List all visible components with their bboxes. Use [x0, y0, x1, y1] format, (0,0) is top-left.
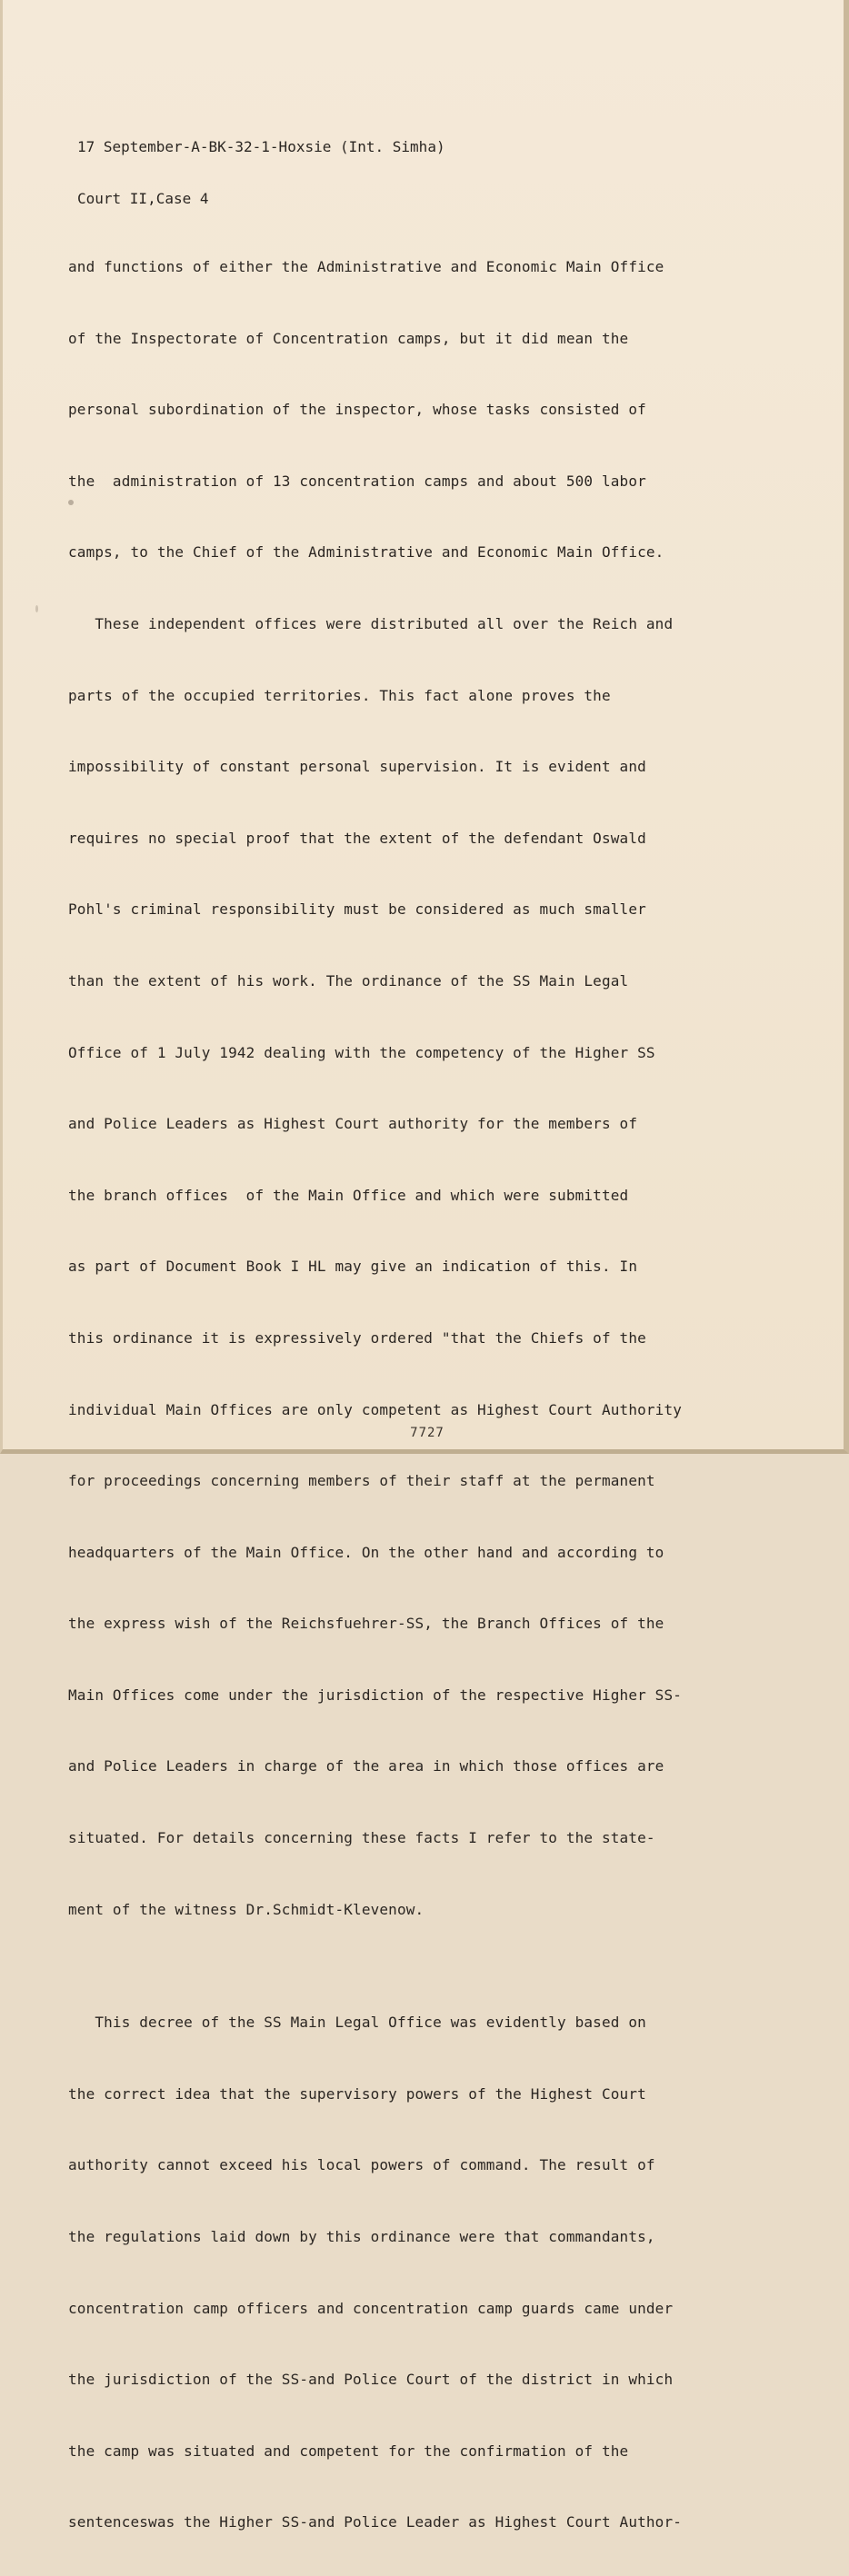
text-line: parts of the occupied territories. This fact alone proves the — [68, 686, 611, 704]
paragraph-start-line: These independent offices were distributed all over the Reich and — [68, 614, 674, 632]
text-line: than the extent of his work. The ordinance of the SS Main Legal — [68, 971, 629, 990]
header-session-line: 17 September-A-BK-32-1-Hoxsie (Int. Simha) — [77, 138, 445, 155]
text-line: impossibility of constant personal supervision. It is evident and — [68, 758, 646, 776]
text-line: and Police Leaders as Highest Court authority for the members of — [68, 1115, 638, 1133]
ink-speck — [68, 500, 74, 505]
document-body — [68, 214, 704, 2576]
page-number: 7727 — [410, 1426, 444, 1440]
text-line: the regulations laid down by this ordinance were that commandants, — [68, 2228, 655, 2246]
text-line: Office of 1 July 1942 dealing with the competency of the Higher SS — [68, 1043, 655, 1061]
text-line: the correct idea that the supervisory powers of the Highest Court — [68, 2084, 646, 2103]
text-line: the administration of 13 concentration camps and about 500 labor — [68, 472, 646, 490]
text-line: situated. For details concerning these facts I refer to the state- — [68, 1829, 655, 1847]
text-line: the express wish of the Reichsfuehrer-SS, the Branch Offices of the — [68, 1615, 664, 1633]
paragraph-gap — [68, 1963, 704, 1970]
ink-speck — [35, 605, 38, 612]
text-line: Main Offices come under the jurisdiction of the respective Higher SS- — [68, 1686, 683, 1704]
text-line: sentenceswas the Higher SS-and Police Leader as Highest Court Author- — [68, 2513, 683, 2531]
text-line: requires no special proof that the extent of the defendant Oswald — [68, 829, 646, 847]
text-line: camps, to the Chief of the Administrative and Economic Main Office. — [68, 543, 664, 562]
text-line: and functions of either the Administrative and Economic Main Office — [68, 258, 664, 275]
text-line: individual Main Offices are only competent as Highest Court Authority — [68, 1400, 683, 1418]
text-line: ment of the witness Dr.Schmidt-Klevenow. — [68, 1900, 424, 1918]
text-line: personal subordination of the inspector, whose tasks consisted of — [68, 401, 646, 419]
text-line: concentration camp officers and concentration camp guards came under — [68, 2299, 674, 2317]
text-line: this ordinance it is expressively ordered "that the Chiefs of the — [68, 1328, 646, 1347]
paragraph-start-line: This decree of the SS Main Legal Office was evidently based on — [68, 2014, 646, 2032]
text-line: Pohl's criminal responsibility must be considered as much smaller — [68, 900, 646, 919]
header-court-line: Court II,Case 4 — [77, 190, 209, 207]
text-line: for proceedings concerning members of their staff at the permanent — [68, 1472, 655, 1490]
text-line: and Police Leaders in charge of the area in which those offices are — [68, 1757, 664, 1775]
text-line: of the Inspectorate of Concentration camps, but it did mean the — [68, 329, 629, 347]
text-line: as part of Document Book I HL may give an indication of this. In — [68, 1258, 638, 1276]
text-line: headquarters of the Main Office. On the other hand and according to — [68, 1543, 664, 1561]
text-line: the camp was situated and competent for the confirmation of the — [68, 2442, 629, 2460]
text-line: the jurisdiction of the SS-and Police Court of the district in which — [68, 2371, 674, 2389]
text-line: authority cannot exceed his local powers of command. The result of — [68, 2156, 655, 2174]
text-line: the branch offices of the Main Office and which were submitted — [68, 1186, 629, 1204]
